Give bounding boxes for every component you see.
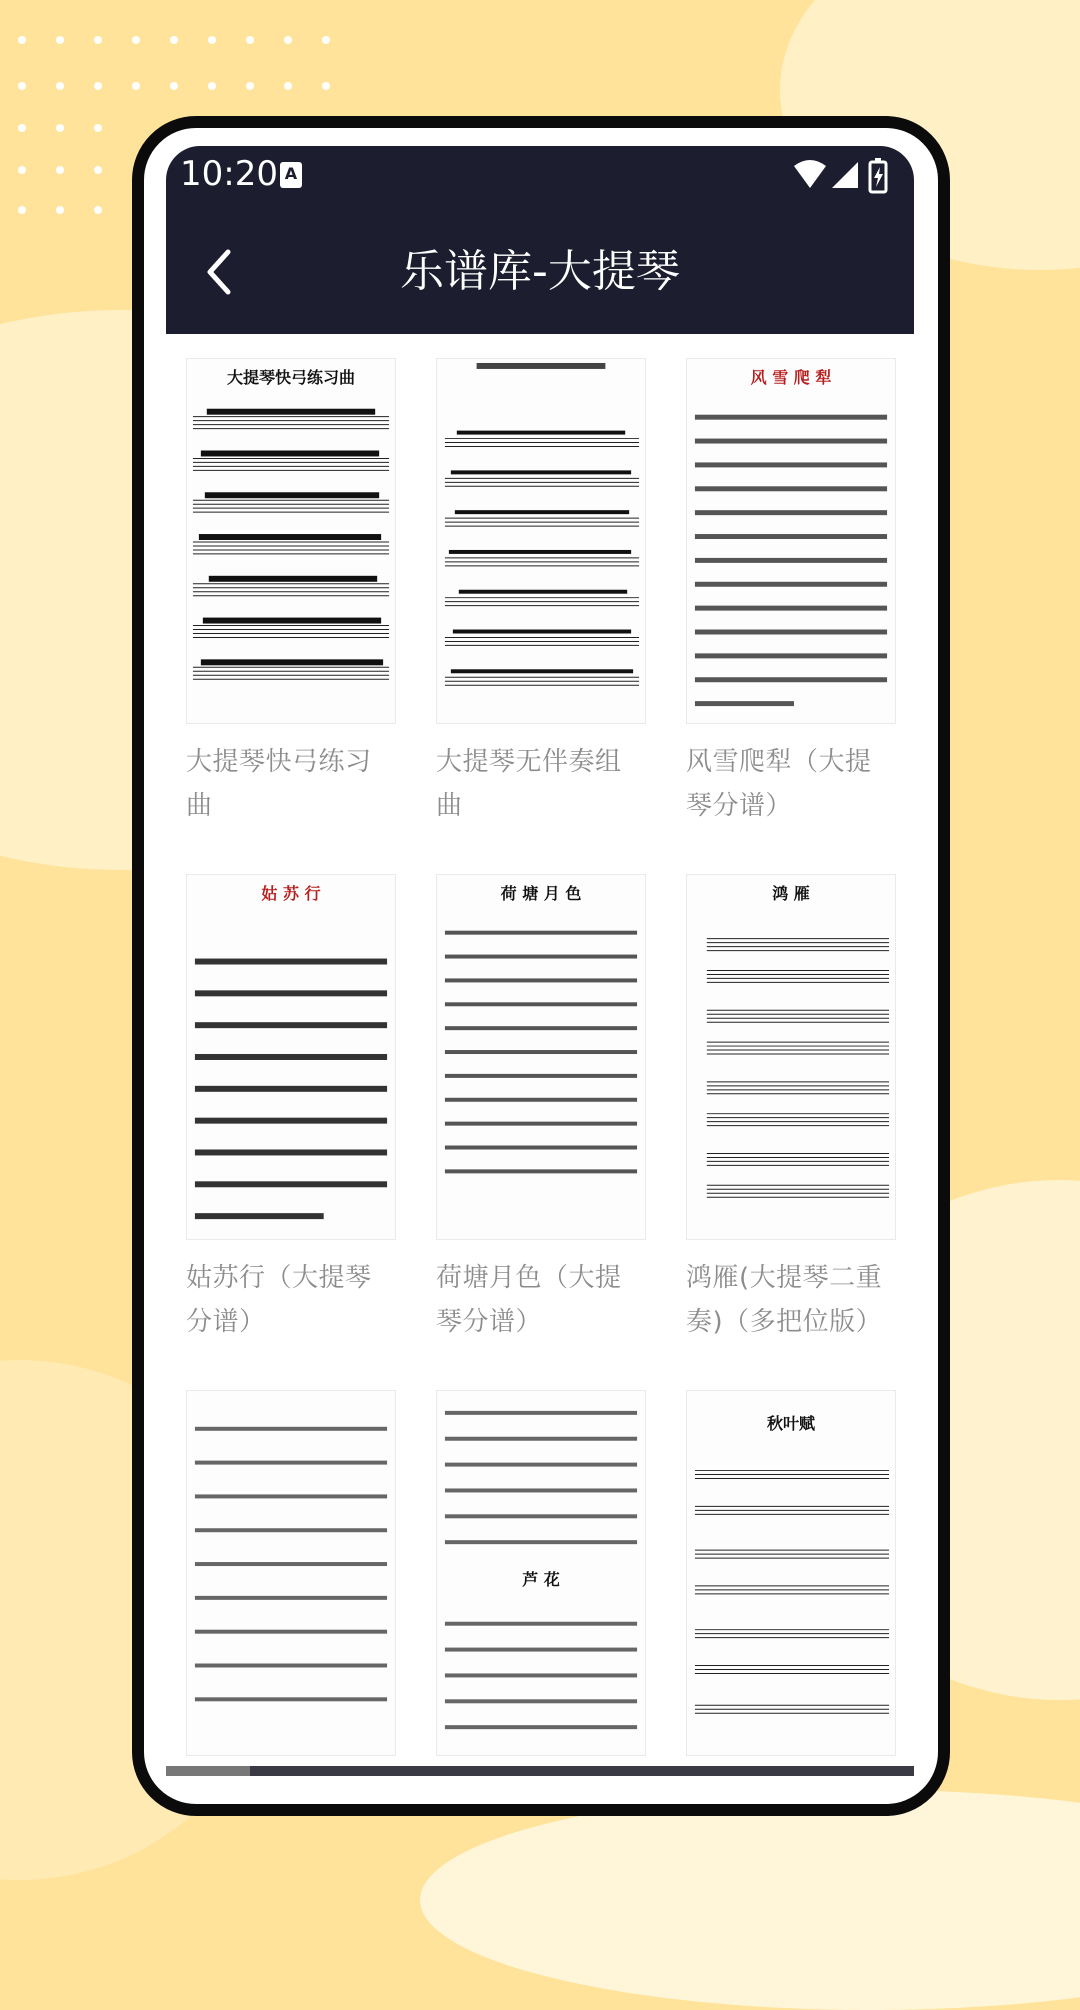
score-title: 大提琴无伴奏组曲	[436, 747, 622, 821]
status-icons	[792, 158, 902, 198]
thumbnail-heading: 芦 花	[522, 1570, 560, 1589]
score-card[interactable]	[436, 1390, 646, 1772]
wifi-icon	[794, 160, 826, 188]
thumbnail-heading: 风 雪 爬 犁	[750, 368, 832, 387]
score-title: 大提琴快弓练习曲	[186, 747, 372, 821]
score-card[interactable]	[686, 1390, 896, 1772]
thumbnail-heading: 秋叶赋	[766, 1414, 815, 1433]
score-thumbnail	[436, 358, 646, 724]
score-card[interactable]	[686, 874, 896, 1344]
score-thumbnail	[686, 358, 896, 724]
app-header	[166, 146, 914, 334]
thumbnail-heading: 鸿 雁	[772, 884, 810, 903]
phone-screen	[166, 146, 914, 1776]
score-card[interactable]	[186, 874, 396, 1344]
score-thumbnail	[186, 1390, 396, 1756]
score-thumbnail	[186, 358, 396, 724]
score-card[interactable]	[686, 358, 896, 828]
score-title: 姑苏行（大提琴分谱）	[186, 1263, 372, 1337]
page-title: 乐谱库-大提琴	[400, 246, 680, 297]
status-time: 10:20	[180, 154, 278, 194]
score-card[interactable]	[436, 874, 646, 1344]
thumbnail-heading: 大提琴快弓练习曲	[226, 368, 355, 387]
battery-icon	[870, 158, 886, 192]
horizontal-scrollbar[interactable]	[166, 1766, 914, 1776]
score-title: 鸿雁(大提琴二重奏)（多把位版）	[686, 1263, 883, 1337]
score-title: 风雪爬犁（大提琴分谱）	[686, 747, 872, 821]
thumbnail-heading: 荷 塘 月 色	[500, 884, 582, 903]
score-title: 荷塘月色（大提琴分谱）	[436, 1263, 622, 1337]
signal-icon	[832, 162, 858, 188]
score-thumbnail	[436, 874, 646, 1240]
scrollbar-thumb[interactable]	[166, 1766, 250, 1776]
score-thumbnail	[686, 1390, 896, 1756]
thumbnail-heading: 姑 苏 行	[261, 884, 321, 903]
score-thumbnail	[436, 1390, 646, 1756]
score-card[interactable]	[436, 358, 646, 828]
notification-icon: A	[280, 162, 302, 188]
score-thumbnail	[686, 874, 896, 1240]
score-card[interactable]	[186, 1390, 396, 1772]
background-blob	[420, 1790, 1080, 2010]
score-thumbnail	[186, 874, 396, 1240]
sheet-music-grid-area	[166, 334, 914, 1776]
score-card[interactable]	[186, 358, 396, 828]
